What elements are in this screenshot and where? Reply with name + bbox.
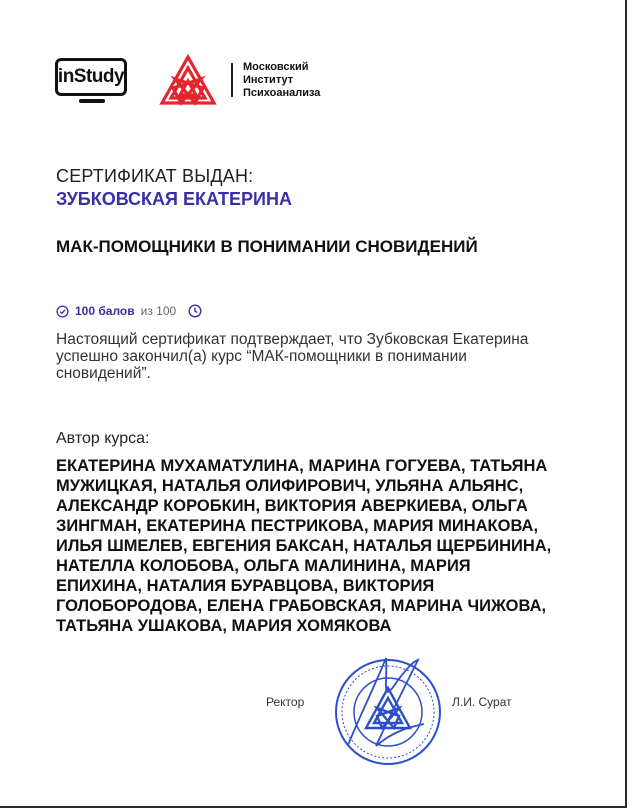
score-max: из 100 xyxy=(140,304,177,318)
check-circle-icon xyxy=(56,305,69,318)
course-title: МАК-ПОМОЩНИКИ В ПОНИМАНИИ СНОВИДЕНИЙ xyxy=(56,237,478,256)
signature-area xyxy=(266,650,546,775)
author-label: Автор курса: xyxy=(56,430,150,447)
header-divider xyxy=(231,63,233,97)
certificate-description: Настоящий сертификат подтверждает, что Зубковская Екатерина успешно закончил(а) курс “МАК-помощники в понимании сновидений”. xyxy=(56,331,529,382)
score-row xyxy=(56,304,202,318)
institute-name-line1: Московский xyxy=(243,60,309,73)
instudy-logo xyxy=(55,54,133,106)
header xyxy=(55,52,320,108)
institute-name-line2: Институт xyxy=(243,73,294,86)
score-value: 100 балов xyxy=(75,304,135,318)
institute-name xyxy=(243,61,320,100)
institute-seal-icon xyxy=(328,650,448,770)
recipient-name: ЗУБКОВСКАЯ ЕКАТЕРИНА xyxy=(56,189,292,209)
rector-label: Ректор xyxy=(266,695,305,709)
clock-icon xyxy=(188,304,202,318)
instudy-logo-text: inStudy xyxy=(57,66,125,87)
issued-label: СЕРТИФИКАТ ВЫДАН: xyxy=(56,166,254,186)
institute-logo-icon xyxy=(159,54,217,106)
authors-list: ЕКАТЕРИНА МУХАМАТУЛИНА, МАРИНА ГОГУЕВА, ТАТЬЯНА МУЖИЦКАЯ, НАТАЛЬЯ ОЛИФИРОВИЧ, УЛЬЯНА АЛЬЯНС, АЛЕКСАНДР КОРОБКИН, ВИКТОРИЯ АВЕРКИЕВА, ОЛЬГА ЗИНГМАН, ЕКАТЕРИНА ПЕСТРИКОВА, МАРИЯ МИНАКОВА, ИЛЬЯ ШМЕЛЕВ, ЕВГЕНИЯ БАКСАН, НАТАЛЬЯ ЩЕРБИНИНА, НАТЕЛЛА КОЛОБОВА, ОЛЬГА МАЛИНИНА, МАРИЯ ЕПИХИНА, НАТАЛИЯ БУРАВЦОВА, ВИКТОРИЯ ГОЛОБОРОДОВА, ЕЛЕНА ГРАБОВСКАЯ, МАРИНА ЧИЖОВА, ТАТЬЯНА УШАКОВА, МАРИЯ ХОМЯКОВА xyxy=(56,457,552,635)
rector-name: Л.И. Сурат xyxy=(452,695,512,709)
institute-name-line3: Психоанализа xyxy=(243,86,321,99)
instudy-stand xyxy=(79,99,105,103)
instudy-screen-icon xyxy=(55,58,127,96)
